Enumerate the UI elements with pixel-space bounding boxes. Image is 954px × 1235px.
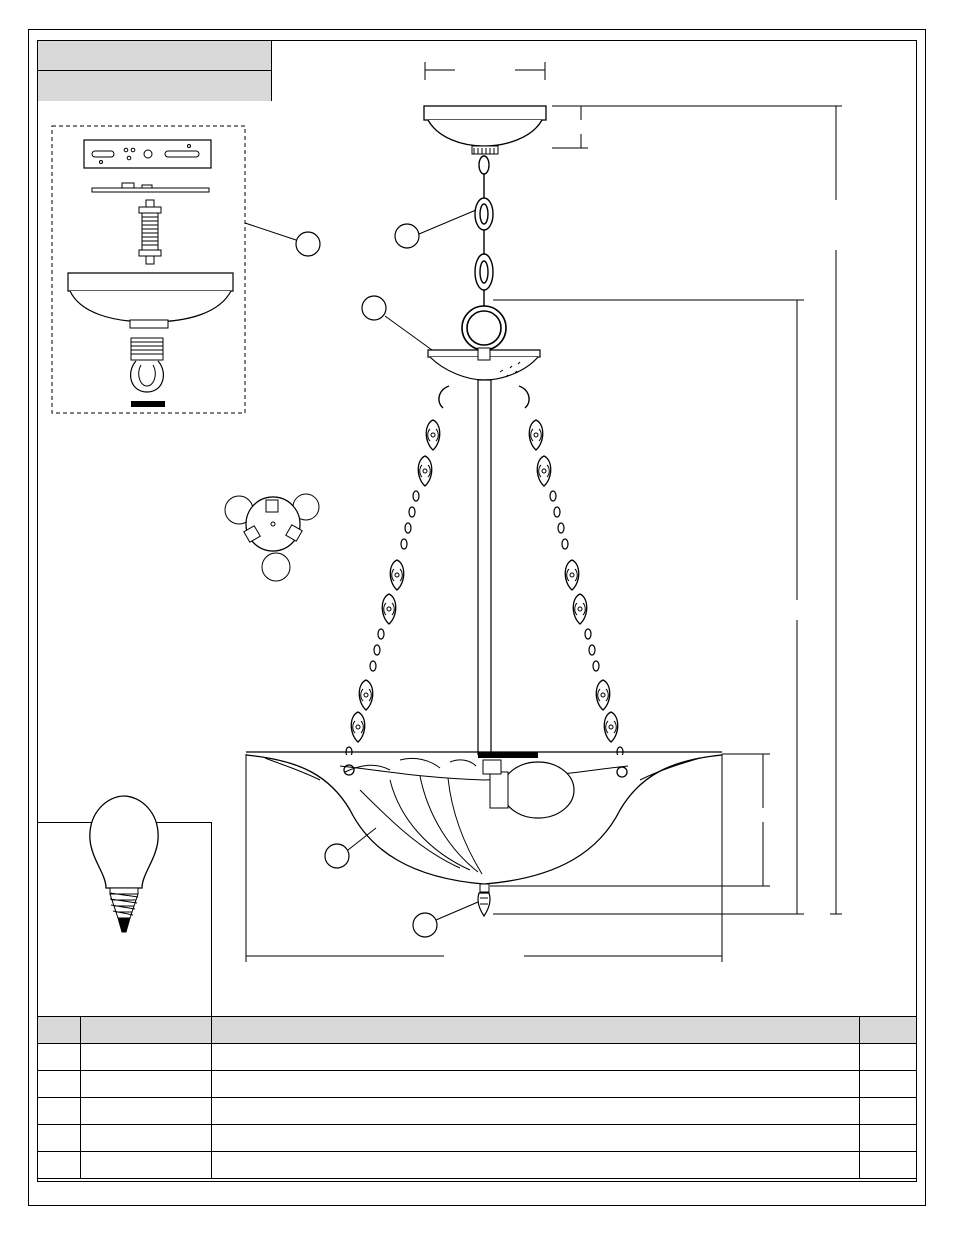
table-row (38, 1044, 917, 1071)
center-stem (478, 380, 491, 756)
glass-bowl (246, 752, 722, 884)
table-row (38, 1152, 917, 1179)
table-cell (859, 1098, 916, 1125)
loop-ring (462, 306, 506, 350)
canopy-width-dimension (425, 62, 545, 80)
table-cell (81, 1152, 212, 1179)
left-ornamental-chain (346, 386, 449, 757)
top-chain (475, 156, 493, 306)
callout-canopy-ring (362, 296, 386, 320)
canopy-height-dimension (552, 106, 588, 148)
table-cell (81, 1125, 212, 1152)
header-cell (81, 1017, 212, 1044)
chain-leader (419, 210, 476, 234)
header-cell (38, 1017, 81, 1044)
callout-mounting-hardware (296, 232, 320, 256)
hardware-leader (245, 223, 296, 240)
socket-cluster-view (225, 494, 319, 581)
header-cell (212, 1017, 860, 1044)
table-cell (38, 1152, 81, 1179)
table-row (38, 1125, 917, 1152)
table-cell (38, 1044, 81, 1071)
table-cell (859, 1071, 916, 1098)
table-cell (212, 1125, 860, 1152)
table-cell (859, 1125, 916, 1152)
table-cell (81, 1098, 212, 1125)
table-cell (212, 1152, 860, 1179)
crossbar-plate (84, 140, 211, 168)
table-cell (38, 1071, 81, 1098)
hardware-canopy (68, 273, 233, 407)
parts-table (37, 1016, 917, 1179)
table-row (38, 1098, 917, 1125)
finial-leader (436, 902, 478, 920)
callout-glass-bowl (325, 844, 349, 868)
finial (478, 884, 490, 916)
table-cell (859, 1044, 916, 1071)
table-cell (212, 1098, 860, 1125)
table-cell (212, 1071, 860, 1098)
table-cell (212, 1044, 860, 1071)
right-ornamental-chain (519, 386, 623, 757)
top-cap (428, 348, 540, 380)
crossbar-side (92, 183, 209, 192)
threaded-nipple (139, 200, 161, 264)
header-cell (859, 1017, 916, 1044)
table-cell (38, 1098, 81, 1125)
ceiling-canopy (424, 106, 546, 154)
callout-chain (395, 224, 419, 248)
table-cell (859, 1152, 916, 1179)
table-cell (81, 1044, 212, 1071)
callout-finial (413, 913, 437, 937)
ring-leader (385, 316, 432, 350)
light-bulb-icon (90, 796, 158, 932)
table-cell (38, 1125, 81, 1152)
parts-table-header (38, 1017, 917, 1044)
table-row (38, 1071, 917, 1098)
table-cell (81, 1071, 212, 1098)
